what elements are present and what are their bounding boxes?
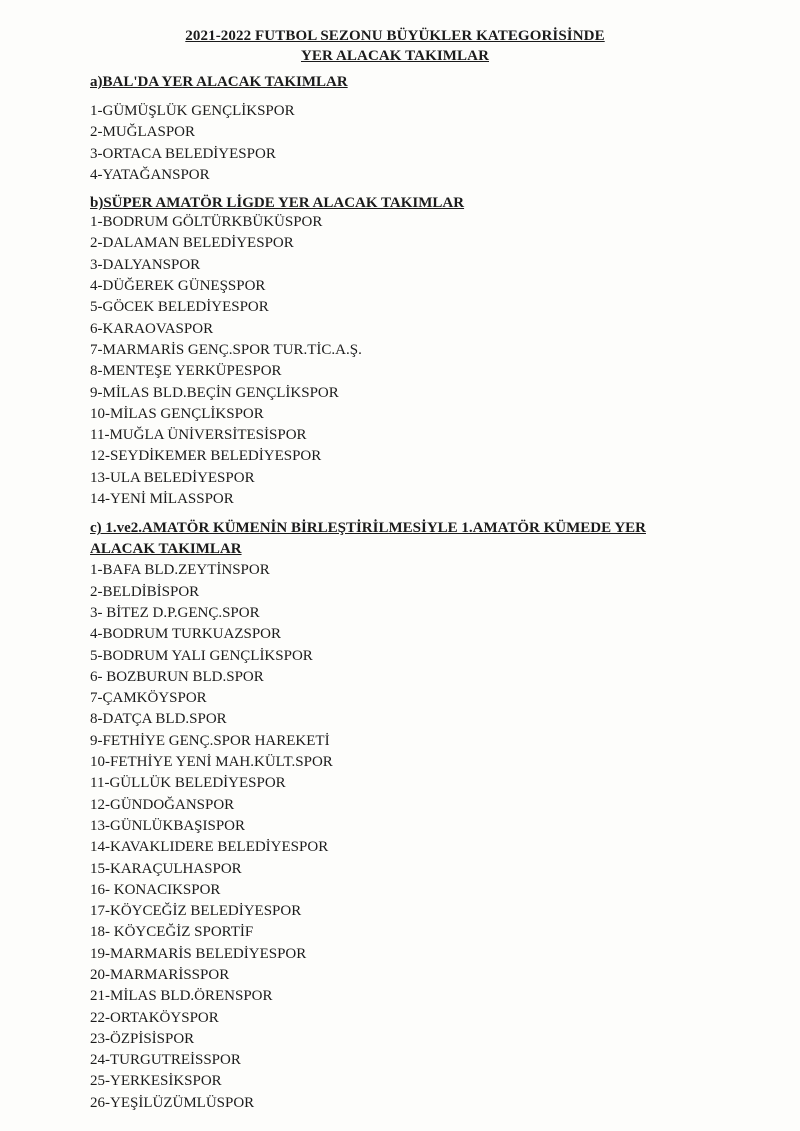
team-list-item: 7-MARMARİS GENÇ.SPOR TUR.TİC.A.Ş. [90, 341, 362, 358]
document-title [0, 26, 790, 66]
team-list-item: 1-BAFA BLD.ZEYTİNSPOR [90, 562, 270, 579]
team-list-item: 11-GÜLLÜK BELEDİYESPOR [90, 775, 286, 792]
team-list [90, 212, 730, 510]
team-list-item: 11-MUĞLA ÜNİVERSİTESİSPOR [90, 427, 307, 444]
team-list-item: 6-KARAOVASPOR [90, 320, 214, 337]
team-list-item: 19-MARMARİS BELEDİYESPOR [90, 945, 307, 962]
team-list-item: 4-BODRUM TURKUAZSPOR [90, 626, 282, 643]
team-list-item: 9-FETHİYE GENÇ.SPOR HAREKETİ [90, 732, 330, 749]
team-list-item: 16- KONACIKSPOR [90, 881, 221, 898]
team-list-item: 10-MİLAS GENÇLİKSPOR [90, 405, 264, 422]
title-line-1: 2021-2022 FUTBOL SEZONU BÜYÜKLER KATEGORİSİNDE [185, 28, 605, 44]
team-list-item: 1-GÜMÜŞLÜK GENÇLİKSPOR [90, 103, 295, 119]
section-first-amateur-league [90, 518, 730, 1114]
team-list-item: 10-FETHİYE YENİ MAH.KÜLT.SPOR [90, 754, 333, 771]
team-list-item: 21-MİLAS BLD.ÖRENSPOR [90, 988, 273, 1005]
team-list-item: 2-DALAMAN BELEDİYESPOR [90, 235, 294, 252]
team-list-item: 2-MUĞLASPOR [90, 124, 196, 141]
team-list-item: 12-SEYDİKEMER BELEDİYESPOR [90, 448, 322, 465]
team-list-item: 3-ORTACA BELEDİYESPOR [90, 145, 276, 162]
team-list-item: 7-ÇAMKÖYSPOR [90, 690, 207, 707]
section-super-amateur-league [90, 194, 730, 510]
section-heading: c) 1.ve2.AMATÖR KÜMENİN BİRLEŞTİRİLMESİYLE 1.AMATÖR KÜMEDE YER ALACAK TAKIMLAR [90, 520, 646, 558]
section-heading: a)BAL'DA YER ALACAK TAKIMLAR [90, 74, 348, 90]
title-line-2: YER ALACAK TAKIMLAR [300, 48, 490, 64]
team-list-item: 5-BODRUM YALI GENÇLİKSPOR [90, 647, 313, 664]
team-list-item: 13-GÜNLÜKBAŞISPOR [90, 817, 246, 834]
team-list [90, 101, 730, 186]
team-list-item: 8-MENTEŞE YERKÜPESPOR [90, 363, 282, 380]
team-list-item: 25-YERKESİKSPOR [90, 1073, 222, 1090]
team-list-item: 1-BODRUM GÖLTÜRKBÜKÜSPOR [90, 214, 323, 231]
team-list-item: 12-GÜNDOĞANSPOR [90, 796, 235, 813]
team-list-item: 26-YEŞİLÜZÜMLÜSPOR [90, 1094, 255, 1111]
team-list-item: 2-BELDİBİSPOR [90, 583, 200, 600]
section-heading: b)SÜPER AMATÖR LİGDE YER ALACAK TAKIMLAR [90, 195, 465, 212]
document-content [90, 73, 730, 1114]
team-list-item: 20-MARMARİSSPOR [90, 966, 230, 983]
team-list-item: 9-MİLAS BLD.BEÇİN GENÇLİKSPOR [90, 384, 339, 401]
team-list-item: 14-YENİ MİLASSPOR [90, 491, 234, 508]
team-list-item: 8-DATÇA BLD.SPOR [90, 711, 227, 728]
team-list-item: 17-KÖYCEĞİZ BELEDİYESPOR [90, 903, 302, 920]
team-list-item: 6- BOZBURUN BLD.SPOR [90, 668, 264, 685]
team-list-item: 18- KÖYCEĞİZ SPORTİF [90, 924, 254, 941]
team-list-item: 15-KARAÇULHASPOR [90, 860, 242, 877]
team-list [90, 560, 730, 1114]
team-list-item: 3-DALYANSPOR [90, 256, 201, 273]
team-list-item: 4-DÜĞEREK GÜNEŞSPOR [90, 278, 266, 295]
team-list-item: 22-ORTAKÖYSPOR [90, 1009, 219, 1026]
team-list-item: 13-ULA BELEDİYESPOR [90, 469, 255, 486]
team-list-item: 24-TURGUTREİSSPOR [90, 1052, 241, 1069]
team-list-item: 23-ÖZPİSİSPOR [90, 1030, 195, 1047]
section-bal-league [90, 73, 730, 186]
team-list-item: 3- BİTEZ D.P.GENÇ.SPOR [90, 604, 260, 621]
team-list-item: 5-GÖCEK BELEDİYESPOR [90, 299, 269, 316]
team-list-item: 14-KAVAKLIDERE BELEDİYESPOR [90, 839, 329, 856]
team-list-item: 4-YATAĞANSPOR [90, 166, 210, 183]
